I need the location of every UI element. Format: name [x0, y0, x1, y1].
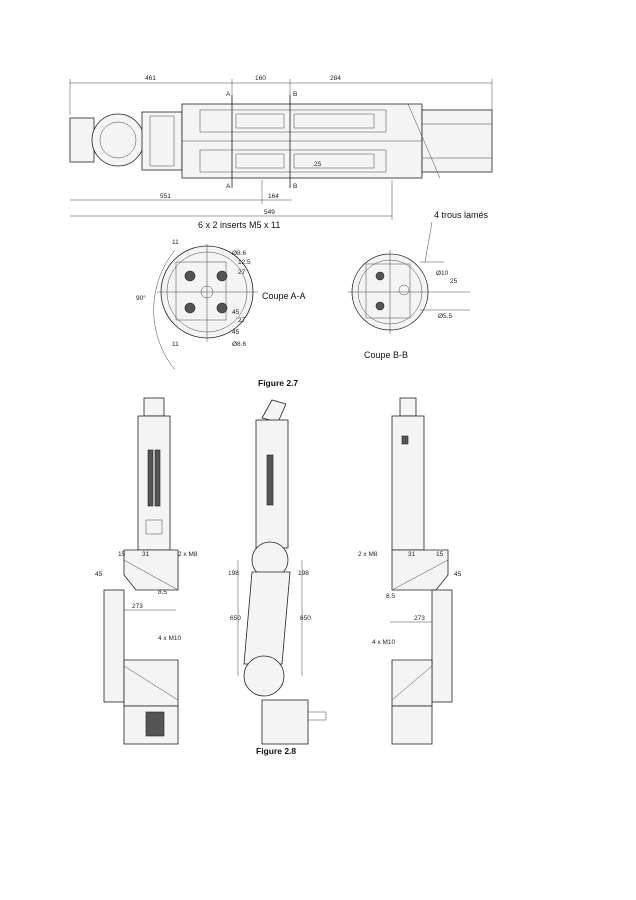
- bb-dim-25: 25: [450, 278, 458, 285]
- aa-dim-27-top: 27: [238, 269, 246, 276]
- side-view-shoulder-joint: [244, 656, 284, 696]
- coupe-b-b-label: Coupe B-B: [364, 350, 409, 360]
- lv-dim-2xm8: 2 x M8: [178, 551, 198, 558]
- bb-dim-dia5-5: Ø5.5: [438, 313, 453, 320]
- left-view-upper-arm: [104, 590, 124, 702]
- bb-dim-dia10: Ø10: [436, 270, 449, 277]
- aa-dim-dia86-top: Ø8.6: [232, 250, 247, 257]
- upper-arm-stub: [422, 110, 492, 172]
- robot-right-view: [358, 398, 462, 744]
- sv-dim-198-right: 198: [298, 570, 309, 577]
- arm-top-view: [70, 75, 492, 220]
- dim-551: 551: [160, 193, 171, 200]
- lv-dim-15: 15: [118, 551, 126, 558]
- section-mark-a-top: A: [226, 91, 231, 98]
- inserts-label: 6 x 2 inserts M5 x 11: [198, 220, 281, 230]
- robot-side-view: [228, 400, 326, 744]
- lv-dim-273: 273: [132, 603, 143, 610]
- section-a-a: [136, 239, 306, 370]
- side-view-tool: [262, 400, 286, 422]
- section-mark-b-top: B: [293, 91, 298, 98]
- lv-dim-8-5: 8.5: [158, 589, 168, 596]
- side-view-upper-arm: [244, 572, 290, 664]
- right-view-tool-flange: [400, 398, 416, 416]
- aa-dim-45-b: 45: [232, 329, 240, 336]
- aa-dim-90deg: 90°: [136, 295, 146, 302]
- rv-dim-31: 31: [408, 551, 416, 558]
- lv-dim-31: 31: [142, 551, 150, 558]
- lv-dim-4xm10: 4 x M10: [158, 635, 182, 642]
- coupe-a-a-label: Coupe A-A: [262, 291, 306, 301]
- dim-461: 461: [145, 75, 156, 82]
- rv-dim-45: 45: [454, 571, 462, 578]
- sv-dim-198-left: 198: [228, 570, 239, 577]
- elbow-housing: [142, 112, 182, 170]
- figure-2-8-caption: Figure 2.8: [256, 746, 297, 756]
- section-mark-b-bottom: B: [293, 183, 298, 190]
- aa-dim-11-top: 11: [172, 239, 179, 246]
- dim-549: 549: [264, 209, 275, 216]
- aa-dim-45-a: 45: [232, 309, 240, 316]
- dim-160: 160: [255, 75, 266, 82]
- dim-164: 164: [268, 193, 279, 200]
- side-view-base: [262, 700, 308, 744]
- right-view-base: [392, 706, 432, 744]
- rv-dim-8-5: 8.5: [386, 593, 396, 600]
- rv-dim-2xm8: 2 x M8: [358, 551, 378, 558]
- section-b-b: [348, 250, 470, 360]
- section-mark-a-bottom: A: [226, 183, 231, 190]
- aa-dim-dia86-bottom: Ø8.6: [232, 341, 247, 348]
- sv-dim-650-left: 650: [230, 615, 241, 622]
- robot-left-view: [95, 398, 198, 744]
- lv-dim-45: 45: [95, 571, 103, 578]
- aa-dim-11-bottom: 11: [172, 341, 179, 348]
- rv-dim-273: 273: [414, 615, 425, 622]
- left-view-forearm: [138, 416, 170, 550]
- aa-dim-12-5: 12.5: [238, 259, 251, 266]
- figure-2-7-caption: Figure 2.7: [258, 378, 299, 388]
- right-view-upper-arm: [432, 590, 452, 702]
- dim-284: 284: [330, 75, 341, 82]
- sv-dim-650-right: 650: [300, 615, 311, 622]
- left-view-tool-flange: [144, 398, 164, 416]
- rv-dim-4xm10: 4 x M10: [372, 639, 396, 646]
- dim-25: 25: [314, 161, 322, 168]
- aa-dim-27-bottom: 27: [238, 317, 246, 324]
- left-view-elbow: [124, 550, 178, 590]
- trous-label: 4 trous lamés: [434, 210, 489, 220]
- wrist-flange: [70, 118, 94, 162]
- rv-dim-15: 15: [436, 551, 444, 558]
